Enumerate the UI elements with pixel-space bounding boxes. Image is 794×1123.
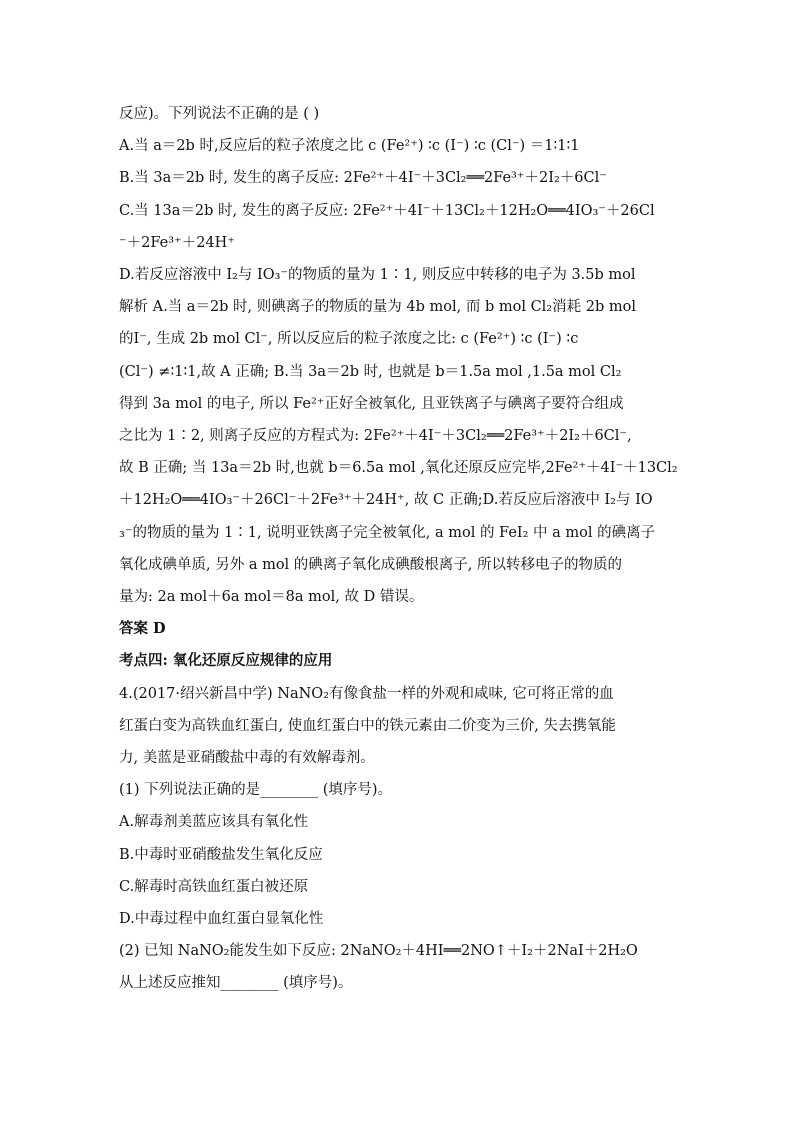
question3-option-b: B.当 3a＝2b 时, 发生的离子反应: 2Fe²⁺＋4I⁻＋3Cl₂══2Fe³⁺＋2I₂＋6Cl⁻ xyxy=(119,170,607,187)
document-page xyxy=(119,98,679,1000)
question4-stem-line3: 力, 美蓝是亚硝酸盐中毒的有效解毒剂。 xyxy=(119,750,375,767)
question3-intro: 反应)。下列说法不正确的是 ( ) xyxy=(119,106,320,122)
question4-option-b: B.中毒时亚硝酸盐发生氧化反应 xyxy=(119,846,323,863)
question3-option-c-line1: C.当 13a＝2b 时, 发生的离子反应: 2Fe²⁺＋4I⁻＋13Cl₂＋12H₂O══4IO₃⁻＋26Cl xyxy=(119,202,655,219)
question4-option-c: C.解毒时高铁血红蛋白被还原 xyxy=(119,878,309,895)
question4-option-a: A.解毒剂美蓝应该具有氧化性 xyxy=(119,814,309,831)
analysis-line: 氧化成碘单质, 另外 a mol 的碘离子氧化成碘酸根离子, 所以转移电子的物质的 xyxy=(119,556,623,573)
question4-option-d: D.中毒过程中血红蛋白显氧化性 xyxy=(119,911,324,928)
analysis-line: 之比为 1∶2, 则离子反应的方程式为: 2Fe²⁺＋4I⁻＋3Cl₂══2Fe³⁺＋2I₂＋6Cl⁻, xyxy=(119,428,632,445)
question3-option-a: A.当 a＝2b 时,反应后的粒子浓度之比 c (Fe²⁺) ∶c (I⁻) ∶c (Cl⁻) ＝1∶1∶1 xyxy=(119,138,580,155)
analysis-line: ＋12H₂O══4IO₃⁻＋26Cl⁻＋2Fe³⁺＋24H⁺, 故 C 正确;D.若反应后溶液中 I₂与 IO xyxy=(119,492,653,509)
analysis-block xyxy=(119,291,679,613)
question4-sub1: (1) 下列说法正确的是________ (填序号)。 xyxy=(119,782,393,799)
analysis-line: 量为: 2a mol＋6a mol＝8a mol, 故 D 错误。 xyxy=(119,589,424,606)
answer-line: 答案 D xyxy=(119,620,166,638)
analysis-line: 得到 3a mol 的电子, 所以 Fe²⁺正好全被氧化, 且亚铁离子与碘离子要符合组成 xyxy=(119,395,624,412)
analysis-line: 解析 A.当 a＝2b 时, 则碘离子的物质的量为 4b mol, 而 b mol Cl₂消耗 2b mol xyxy=(119,299,636,316)
analysis-line: ₃⁻的物质的量为 1∶1, 说明亚铁离子完全被氧化, a mol 的 FeI₂ 中 a mol 的碘离子 xyxy=(119,524,656,541)
question4-stem-line2: 红蛋白变为高铁血红蛋白, 使血红蛋白中的铁元素由二价变为三价, 失去携氧能 xyxy=(119,717,616,734)
analysis-line: 故 B 正确; 当 13a＝2b 时,也就 b＝6.5a mol ,氧化还原反应完毕,2Fe²⁺＋4I⁻＋13Cl₂ xyxy=(119,460,678,477)
question3-option-c-line2: ⁻＋2Fe³⁺＋24H⁺ xyxy=(119,234,235,251)
question4-stem-line1: 4.(2017·绍兴新昌中学) NaNO₂有像食盐一样的外观和咸味, 它可将正常的血 xyxy=(119,685,614,702)
question4-sub2: (2) 已知 NaNO₂能发生如下反应: 2NaNO₂＋4HI══2NO↑＋I₂＋2NaI＋2H₂O xyxy=(119,943,638,960)
question3-option-d: D.若反应溶液中 I₂与 IO₃⁻的物质的量为 1∶1, 则反应中转移的电子为 3.5b mol xyxy=(119,267,636,284)
section-title: 考点四: 氧化还原反应规律的应用 xyxy=(119,652,333,670)
question4-sub2-tail: 从上述反应推知________ (填序号)。 xyxy=(119,975,353,992)
analysis-line: 的I⁻, 生成 2b mol Cl⁻, 所以反应后的粒子浓度之比: c (Fe²⁺) ∶c (I⁻) ∶c xyxy=(119,331,579,348)
analysis-line: (Cl⁻) ≠∶1∶1,故 A 正确; B.当 3a＝2b 时, 也就是 b＝1.5a mol ,1.5a mol Cl₂ xyxy=(119,363,622,380)
